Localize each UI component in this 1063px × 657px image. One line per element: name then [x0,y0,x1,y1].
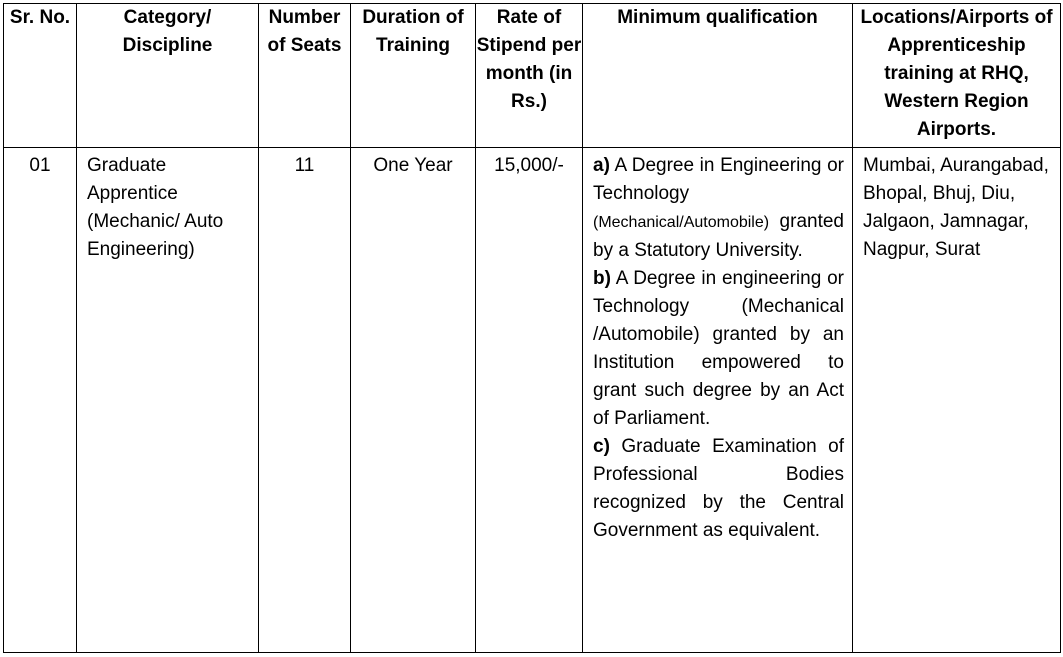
cell-duration: One Year [351,148,476,653]
header-sr-no: Sr. No. [4,4,77,148]
apprenticeship-table [3,3,1061,653]
table-row [4,148,1061,653]
cell-stipend: 15,000/- [476,148,583,653]
qualification-a-small: (Mechanical/Automobile) [593,214,770,231]
qualification-a [593,152,844,265]
header-qualification: Minimum qualification [583,4,853,148]
qualification-b-text: A Degree in engineering or Technology (Mechanical /Automobile) granted by an Institution empowered to grant such degree by an Act of Parliament. [593,268,845,429]
cell-sr-no: 01 [4,148,77,653]
qualification-a-label: a) [593,155,610,176]
cell-seats: 11 [259,148,351,653]
header-duration: Duration of Training [351,4,476,148]
qualification-a-text2: granted by a Statutory University. [593,211,844,261]
cell-qualification [583,148,853,653]
qualification-c-text: Graduate Examination of Professional Bodies recognized by the Central Government as equivalent. [593,436,845,541]
header-locations: Locations/Airports of Apprenticeship training at RHQ, Western Region Airports. [853,4,1061,148]
qualification-a-text1: A Degree in Engineering or Technology [593,155,844,204]
qualification-c [593,433,844,545]
header-category: Category/ Discipline [77,4,259,148]
qualification-c-label: c) [593,436,610,457]
qualification-b-label: b) [593,268,611,289]
header-stipend: Rate of Stipend per month (in Rs.) [476,4,583,148]
cell-category: Graduate Apprentice (Mechanic/ Auto Engineering) [77,148,259,653]
header-row [4,4,1061,148]
header-seats: Number of Seats [259,4,351,148]
cell-locations: Mumbai, Aurangabad, Bhopal, Bhuj, Diu, Jalgaon, Jamnagar, Nagpur, Surat [853,148,1061,653]
qualification-b [593,265,844,433]
